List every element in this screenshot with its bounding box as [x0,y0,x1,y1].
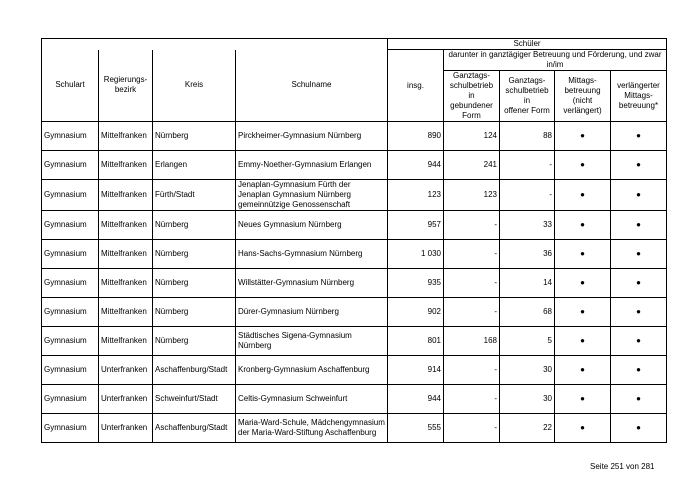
cell-schulart: Gymnasium [42,269,99,298]
cell-offen: 36 [500,240,555,269]
cell-verlaengert: ● [611,327,667,356]
cell-kreis: Nürnberg [153,327,236,356]
cell-schulart: Gymnasium [42,211,99,240]
cell-offen: 30 [500,356,555,385]
cell-kreis: Nürnberg [153,240,236,269]
cell-gebunden: 241 [444,151,500,180]
header-gebunden: Ganztags- schulbetrieb in gebundener Form [444,71,500,122]
header-insg: insg. [388,50,444,122]
table-row [42,269,667,298]
cell-verlaengert: ● [611,385,667,414]
cell-schulname: Neues Gymnasium Nürnberg [236,211,388,240]
cell-regierungsbezirk: Mittelfranken [99,122,153,151]
cell-kreis: Nürnberg [153,269,236,298]
header-kreis: Kreis [153,50,236,122]
header-darunter: darunter in ganztägiger Betreuung und Förderung, und zwar in/im [444,50,667,71]
cell-mittags: ● [555,122,611,151]
header-offen: Ganztags- schulbetrieb in offener Form [500,71,555,122]
cell-schulname: Kronberg-Gymnasium Aschaffenburg [236,356,388,385]
cell-gebunden: - [444,269,500,298]
header-schueler: Schüler [388,39,667,50]
cell-schulart: Gymnasium [42,151,99,180]
cell-gebunden: - [444,240,500,269]
cell-schulname: Hans-Sachs-Gymnasium Nürnberg [236,240,388,269]
cell-offen: 14 [500,269,555,298]
cell-insg: 935 [388,269,444,298]
cell-offen: 88 [500,122,555,151]
cell-gebunden: - [444,298,500,327]
cell-kreis: Aschaffenburg/Stadt [153,414,236,443]
cell-insg: 890 [388,122,444,151]
cell-verlaengert: ● [611,356,667,385]
cell-mittags: ● [555,414,611,443]
cell-verlaengert: ● [611,151,667,180]
cell-schulname: Celtis-Gymnasium Schweinfurt [236,385,388,414]
table-row [42,356,667,385]
cell-schulname: Städtisches Sigena-Gymnasium Nürnberg [236,327,388,356]
cell-mittags: ● [555,385,611,414]
header-schulname: Schulname [236,50,388,122]
cell-schulname: Emmy-Noether-Gymnasium Erlangen [236,151,388,180]
table-row [42,385,667,414]
cell-mittags: ● [555,180,611,211]
cell-regierungsbezirk: Mittelfranken [99,151,153,180]
cell-kreis: Nürnberg [153,298,236,327]
cell-verlaengert: ● [611,269,667,298]
cell-regierungsbezirk: Unterfranken [99,385,153,414]
cell-schulart: Gymnasium [42,327,99,356]
cell-regierungsbezirk: Unterfranken [99,414,153,443]
cell-verlaengert: ● [611,122,667,151]
cell-gebunden: 124 [444,122,500,151]
cell-offen: - [500,180,555,211]
table-row [42,240,667,269]
cell-mittags: ● [555,356,611,385]
cell-schulname: Jenaplan-Gymnasium Fürth der Jenaplan Gymnasium Nürnberg gemeinnützige Genossenschaft [236,180,388,211]
cell-schulart: Gymnasium [42,180,99,211]
cell-schulname: Maria-Ward-Schule, Mädchengymnasium der Maria-Ward-Stiftung Aschaffenburg [236,414,388,443]
cell-gebunden: 123 [444,180,500,211]
cell-verlaengert: ● [611,180,667,211]
header-regierungsbezirk: Regierungs- bezirk [99,50,153,122]
cell-offen: 5 [500,327,555,356]
cell-offen: 22 [500,414,555,443]
header-verlaengert: verlängerter Mittags- betreuung* [611,71,667,122]
school-table [41,38,667,443]
cell-regierungsbezirk: Mittelfranken [99,327,153,356]
cell-insg: 944 [388,151,444,180]
cell-regierungsbezirk: Mittelfranken [99,269,153,298]
cell-regierungsbezirk: Mittelfranken [99,298,153,327]
cell-schulname: Pirckheimer-Gymnasium Nürnberg [236,122,388,151]
cell-schulart: Gymnasium [42,414,99,443]
cell-mittags: ● [555,240,611,269]
cell-kreis: Erlangen [153,151,236,180]
cell-regierungsbezirk: Mittelfranken [99,211,153,240]
table-row [42,327,667,356]
cell-kreis: Fürth/Stadt [153,180,236,211]
cell-gebunden: 168 [444,327,500,356]
table-row [42,211,667,240]
cell-verlaengert: ● [611,240,667,269]
cell-schulart: Gymnasium [42,385,99,414]
cell-schulart: Gymnasium [42,240,99,269]
table-row [42,180,667,211]
cell-gebunden: - [444,356,500,385]
cell-mittags: ● [555,151,611,180]
cell-insg: 555 [388,414,444,443]
cell-regierungsbezirk: Unterfranken [99,356,153,385]
cell-kreis: Nürnberg [153,211,236,240]
cell-insg: 944 [388,385,444,414]
cell-offen: 33 [500,211,555,240]
header-mittags: Mittags- betreuung (nicht verlängert) [555,71,611,122]
cell-insg: 957 [388,211,444,240]
cell-mittags: ● [555,298,611,327]
cell-schulart: Gymnasium [42,356,99,385]
cell-schulart: Gymnasium [42,122,99,151]
header-blank [42,39,388,50]
cell-schulart: Gymnasium [42,298,99,327]
cell-kreis: Aschaffenburg/Stadt [153,356,236,385]
cell-kreis: Schweinfurt/Stadt [153,385,236,414]
cell-offen: - [500,151,555,180]
cell-schulname: Willstätter-Gymnasium Nürnberg [236,269,388,298]
cell-insg: 123 [388,180,444,211]
cell-mittags: ● [555,327,611,356]
cell-mittags: ● [555,269,611,298]
cell-offen: 68 [500,298,555,327]
cell-offen: 30 [500,385,555,414]
cell-insg: 914 [388,356,444,385]
cell-verlaengert: ● [611,298,667,327]
header-schulart: Schulart [42,50,99,122]
cell-insg: 902 [388,298,444,327]
cell-gebunden: - [444,385,500,414]
cell-insg: 1 030 [388,240,444,269]
cell-schulname: Dürer-Gymnasium Nürnberg [236,298,388,327]
table-row [42,122,667,151]
page-number: Seite 251 von 281 [590,462,655,471]
cell-regierungsbezirk: Mittelfranken [99,180,153,211]
cell-verlaengert: ● [611,414,667,443]
table-row [42,151,667,180]
cell-insg: 801 [388,327,444,356]
cell-gebunden: - [444,414,500,443]
table-row [42,298,667,327]
cell-kreis: Nürnberg [153,122,236,151]
cell-mittags: ● [555,211,611,240]
cell-verlaengert: ● [611,211,667,240]
cell-gebunden: - [444,211,500,240]
table-row [42,414,667,443]
cell-regierungsbezirk: Mittelfranken [99,240,153,269]
